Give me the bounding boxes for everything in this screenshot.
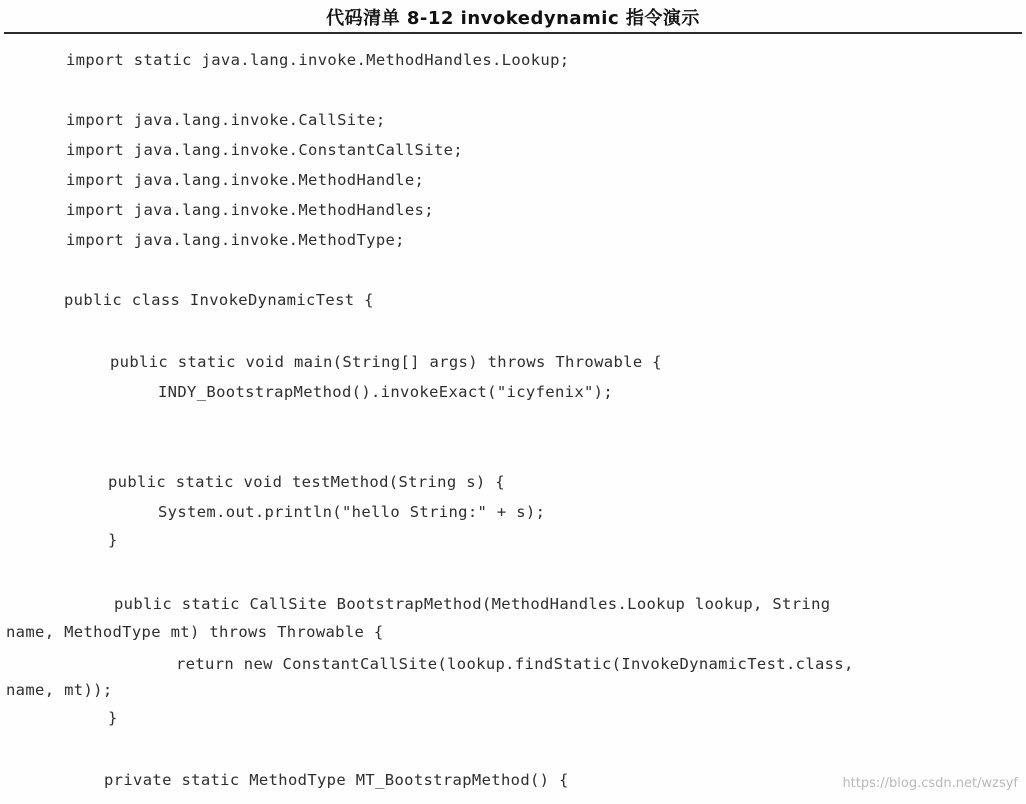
code-line: import java.lang.invoke.MethodType; <box>66 231 405 249</box>
code-line: public static void main(String[] args) throws Throwable { <box>110 353 662 371</box>
code-line: import java.lang.invoke.MethodHandle; <box>66 171 425 189</box>
code-line: name, mt)); <box>6 681 113 699</box>
code-line: import java.lang.invoke.MethodHandles; <box>66 201 434 219</box>
code-line: } <box>108 531 118 549</box>
code-line: } <box>108 709 118 727</box>
listing-title: 代码清单 8-12 invokedynamic 指令演示 <box>326 8 700 29</box>
code-line: import java.lang.invoke.CallSite; <box>66 111 386 129</box>
code-line: import java.lang.invoke.ConstantCallSite; <box>66 141 463 159</box>
code-line: return new ConstantCallSite(lookup.findStatic(InvokeDynamicTest.class, <box>176 655 854 673</box>
code-line: import static java.lang.invoke.MethodHandles.Lookup; <box>66 51 570 69</box>
code-line: public static void testMethod(String s) { <box>108 473 505 491</box>
code-line: INDY_BootstrapMethod().invokeExact("icyfenix"); <box>158 383 614 401</box>
code-line: public static CallSite BootstrapMethod(MethodHandles.Lookup lookup, String <box>114 595 831 613</box>
watermark: https://blog.csdn.net/wzsyf <box>842 776 1018 791</box>
code-line: private static MethodType MT_BootstrapMethod() { <box>104 771 569 789</box>
code-line: public class InvokeDynamicTest { <box>64 291 374 309</box>
code-line: name, MethodType mt) throws Throwable { <box>6 623 384 641</box>
code-line: System.out.println("hello String:" + s); <box>158 503 546 521</box>
